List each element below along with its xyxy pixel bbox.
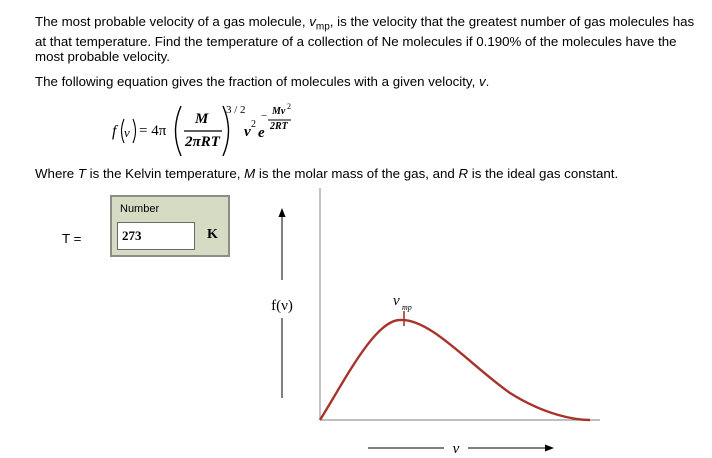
eq-v-power: 2 [251, 119, 256, 130]
velocity-var: v [478, 74, 486, 89]
eq-v: v [124, 125, 130, 140]
statement-text-1: The most probable velocity of a gas molecule, [35, 14, 310, 29]
eq-exp-denominator: 2RT [270, 121, 288, 132]
eq-denominator: 2πRT [185, 134, 220, 150]
vmp-subscript: mp [315, 21, 330, 33]
statement-text-2: , is the velocity that the greatest number of gas molecules has at that temperature. Find the temperature of a collection of Ne molecules if 0.190% of the molecules have the most probable velocity. [35, 14, 695, 64]
peak-label-subscript: mp [402, 303, 412, 312]
eq-equals-4pi: = 4π [139, 123, 167, 139]
distribution-curve [320, 320, 590, 420]
eq-exponent-3-2: 3 / 2 [226, 104, 246, 116]
y-axis-label: f(ν) [271, 298, 293, 314]
x-arrow-head [545, 445, 554, 452]
equation-intro-end: . [485, 74, 490, 89]
vmp-symbol: v [309, 14, 316, 29]
def-R: R [458, 166, 469, 181]
equation-intro-text: The following equation gives the fraction of molecules with a given velocity, [35, 74, 479, 89]
eq-f: f [112, 123, 117, 140]
def-text-3: is the molar mass of the gas, and [255, 166, 459, 181]
def-text-4: is the ideal gas constant. [468, 166, 619, 181]
eq-e-term: e [258, 125, 265, 141]
y-arrow-head [279, 208, 286, 217]
eq-exp-minus: − [261, 110, 268, 122]
def-M: M [244, 166, 256, 181]
eq-v-term: v [244, 124, 251, 140]
def-text-2: is the Kelvin temperature, [85, 166, 245, 181]
peak-label-symbol: ν [393, 293, 400, 309]
unit-kelvin: K [207, 227, 218, 242]
x-axis-label: ν [452, 441, 460, 457]
def-text-1: Where [35, 166, 78, 181]
eq-exp-num-power: 2 [287, 102, 291, 111]
eq-numerator: M [195, 111, 209, 127]
def-T: T [77, 166, 86, 181]
eq-exp-numerator: Mv [272, 106, 286, 117]
temperature-label: T = [62, 231, 82, 246]
number-label: Number [120, 203, 160, 215]
